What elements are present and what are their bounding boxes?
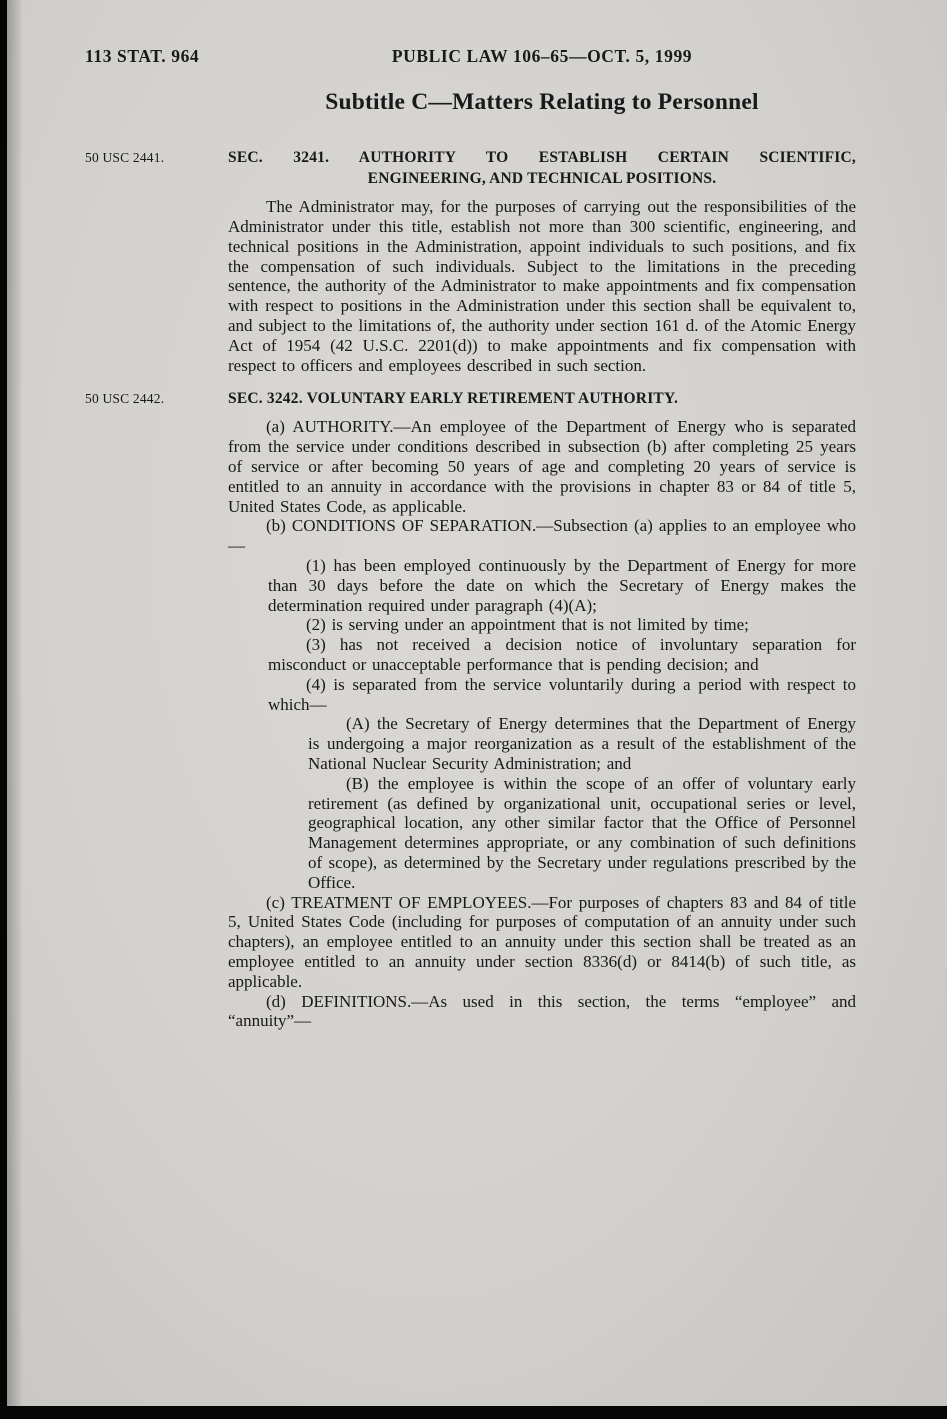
section-3242-body <box>228 388 856 1031</box>
scan-bottom-edge-bar <box>0 1406 947 1419</box>
subsection-b-conditions-of-separation: (b) CONDITIONS OF SEPARATION.—Subsection (a) applies to an employee who— <box>228 516 856 556</box>
subsection-d-definitions: (d) DEFINITIONS.—As used in this section, the terms “employee” and “annuity”— <box>228 991 856 1031</box>
clause-4-separated-voluntarily: (4) is separated from the service voluntarily during a period with respect to which— <box>268 674 856 714</box>
section-3241-body <box>228 147 856 375</box>
margin-note-50-usc-2441: 50 USC 2441. <box>85 150 165 165</box>
running-header <box>0 46 947 67</box>
section-3242-heading-line-1: SEC. 3242. VOLUNTARY EARLY RETIREMENT AUTHORITY. <box>228 390 679 408</box>
subclause-a-major-reorganization: (A) the Secretary of Energy determines that the Department of Energy is undergoing a major reorganization as a result of the establishment of the National Nuclear Security Administration; and <box>308 714 856 773</box>
statutes-page-number: 113 STAT. 964 <box>85 46 200 66</box>
section-3242-heading <box>228 388 856 409</box>
section-3241-heading-line-2: ENGINEERING, AND TECHNICAL POSITIONS. <box>367 170 717 188</box>
section-3241 <box>0 147 947 375</box>
subtitle-heading: Subtitle C—Matters Relating to Personnel <box>325 89 759 115</box>
section-3241-heading-line-1: SEC. 3241. AUTHORITY TO ESTABLISH CERTAIN SCIENTIFIC, <box>228 149 856 166</box>
clause-3-no-decision-notice: (3) has not received a decision notice of involuntary separation for misconduct or unacceptable performance that is pending decision; and <box>268 635 856 674</box>
public-law-citation: PUBLIC LAW 106–65—OCT. 5, 1999 <box>391 46 693 66</box>
clause-2-appointment-not-limited: (2) is serving under an appointment that is not limited by time; <box>306 615 749 635</box>
section-3241-heading <box>228 147 856 189</box>
subsection-c-treatment-of-employees: (c) TREATMENT OF EMPLOYEES.—For purposes of chapters 83 and 84 of title 5, United States Code (including for purposes of computation of an annuity under such chapters), an employee entitled to an annuity under this section shall be treated as an employee entitled to an annuity under section 8336(d) or 8414(b) of such title, as applicable. <box>228 892 856 991</box>
clause-1-employed-continuously: (1) has been employed continuously by the Department of Energy for more than 30 days before the date on which the Secretary of Energy makes the determination required under paragraph (4)(A); <box>268 555 856 615</box>
subclause-b-scope-of-offer: (B) the employee is within the scope of an offer of voluntary early retirement (as defined by organizational unit, occupational series or level, geographical location, any other similar factor that the Office of Personnel Management determines appropriate, or any combination of such definitions of scope), as determined by the Secretary under regulations prescribed by the Office. <box>308 773 856 892</box>
section-3241-paragraph: The Administrator may, for the purposes of carrying out the responsibilities of the Administrator under this title, establish not more than 300 scientific, engineering, and technical positions in the Administration, appoint individuals to such positions, and fix the compensation of such individuals. Subject to the limitations in the preceding sentence, the authority of the Administrator to make appointments and fix compensation with respect to positions in the Administration under this section shall be equivalent to, and subject to the limitations of, the authority under section 161 d. of the Atomic Energy Act of 1954 (42 U.S.C. 2201(d)) to make appointments and fix compensation with respect to officers and employees described in such section. <box>228 197 856 375</box>
subsection-a-authority: (a) AUTHORITY.—An employee of the Department of Energy who is separated from the service under conditions described in subsection (b) after completing 25 years of service or after becoming 50 years of age and completing 20 years of service is entitled to an annuity in accordance with the provisions in chapter 83 or 84 of title 5, United States Code, as applicable. <box>228 417 856 516</box>
section-3242 <box>0 388 947 1031</box>
margin-note-50-usc-2442: 50 USC 2442. <box>85 391 165 407</box>
